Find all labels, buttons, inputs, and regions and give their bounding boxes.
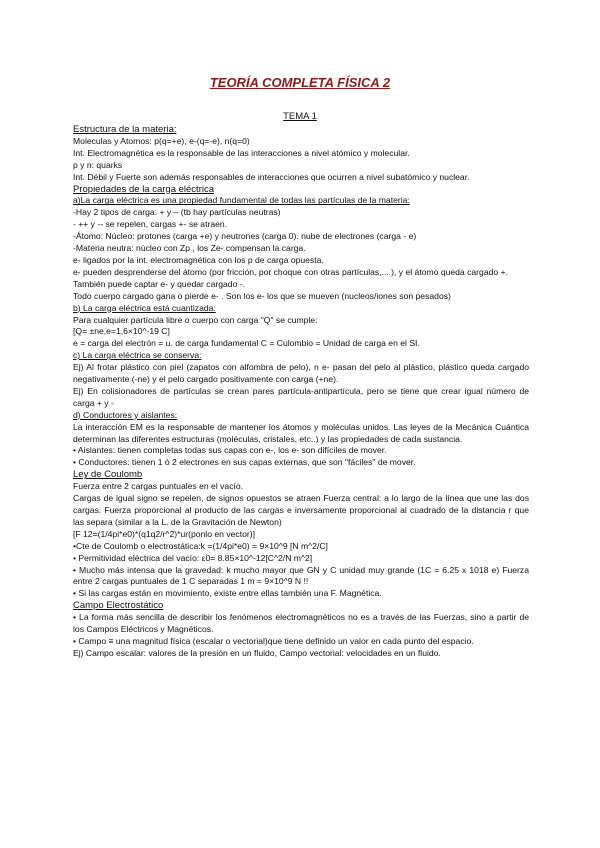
- text-line: También puede captar e- y quedar cargado -.: [73, 278, 245, 289]
- text-line: e- ligados por la int. electromagnética con los p de carga opuesta.: [73, 254, 324, 265]
- text-line: Ej) En colisionadores de partículas se crean pares partícula-antipartícula, pero se tiene que crear igual número de carga + y -: [73, 385, 529, 408]
- text-line: Moleculas y Atomos: p(q=+e), e-(q=-e), n(q=0): [73, 135, 250, 146]
- text-line: Todo cuerpo cargado gana o pierde e- . Son los e- los que se mueven (nucleos/iones son pesados): [73, 290, 451, 301]
- section-heading: Propiedades de la carga eléctrica: [73, 183, 215, 195]
- section-heading: Ley de Coulomb: [73, 469, 143, 481]
- text-line: Cargas de igual signo se repelen, de signos opuestos se atraen Fuerza central: a lo largo de la línea que une las dos cargas. Fuerza proporcional al producto de las cargas e inversamente proporcional al cuadrado de la distancia r que las separa (similar a la L. de la Gravitación de Newton): [73, 493, 529, 527]
- section-label: TEMA 1: [283, 111, 317, 122]
- text-line: • Conductores: tienen 1 ó 2 electrones en sus capas externas, que son "fáciles" de mover.: [73, 457, 416, 468]
- text-line: La interacción EM es la responsable de mantener los átomos y moléculas unidos. Las leyes de la Mecánica Cuántica determinan las diferentes estructuras (moléculas, cristales, etc..) y las propiedades de cada sustancia.: [73, 421, 529, 444]
- text-line: Ej) Campo escalar: valores de la presión en un fluido, Campo vectorial: velocidades en un fluido.: [73, 647, 441, 658]
- text-line: • Aislantes: tienen completas todas sus capas con e-, los e- son difíciles de mover.: [73, 445, 387, 456]
- text-line: -Materia neutra: núcleo con Zp , los Ze- compensan la carga.: [73, 243, 306, 254]
- text-line: -Hay 2 tipos de carga: + y – (tb hay partículas neutras): [73, 207, 281, 218]
- section-heading: Estructura de la materia:: [73, 124, 177, 135]
- subsection-heading: a)La carga eléctrica es una propiedad fundamental de todas las partículas de la materia:: [73, 195, 410, 206]
- text-line: Int. Débil y Fuerte son además responsables de interacciones que ocurren a nivel subatómico y nuclear.: [73, 171, 470, 182]
- text-line: • Si las cargas están en movimiento, existe entre ellas también una F. Magnética.: [73, 588, 382, 599]
- text-line: p y n: quarks: [73, 159, 123, 170]
- subsection-heading: b) La carga eléctrica está cuantizada:: [73, 302, 216, 313]
- section-heading: Campo Electrostático: [73, 600, 164, 612]
- text-line: • Permitividad eléctrica del vacío: ε0= 8.85×10^-12[C^2/N m^2]: [73, 552, 313, 563]
- text-line: [Q= ±ne,e=1,6×10^-19 C]: [73, 326, 170, 337]
- text-line: Ej) Al frotar plástico con piel (zapatos con alfombra de pelo), n e- pasan del pelo al plástico, plástico queda cargado negativamente (-ne) y el pelo cargado positivamente con carga (+ne).: [73, 362, 529, 385]
- text-line: Para cualquier partícula libre o cuerpo con carga "Q" se cumple:: [73, 314, 318, 325]
- document-body: [73, 124, 529, 660]
- text-line: [F 12=(1/4pi*e0)*(q1q2/r^2)*ur(ponlo en vector)]: [73, 528, 255, 539]
- text-line: - ++ y -- se repelen, cargas +- se atraen.: [73, 219, 228, 230]
- text-line: e = carga del electrón = u. de carga fundamental C = Culombio = Unidad de carga en el SI.: [73, 338, 420, 349]
- text-line: -Átomo: Núcleo: protones (carga +e) y neutrones (carga 0). nube de electrones (carga - e): [73, 231, 417, 242]
- text-line: • La forma más sencilla de describir los fenómenos electromagnéticos no es a través de las Fuerzas, sino a partir de los Campos Eléctricos y Magnéticos.: [73, 612, 529, 635]
- text-line: Fuerza entre 2 cargas puntuales en el vacío.: [73, 481, 244, 492]
- text-line: e- pueden desprenderse del átomo (por fricción, por choque con otras partículas,... ), y el átomo queda cargado +.: [73, 266, 508, 277]
- text-line: • Mucho más intensa que la gravedad: k mucho mayor que GN y C unidad muy grande (1C = 6.25 x 1018 e) Fuerza entre 2 cargas puntuales de 1 C separadas 1 m = 9×10^9 N !!: [73, 564, 529, 587]
- text-line: • Campo ≡ una magnitud física (escalar o vectorial)que tiene definido un valor en cada punto del espacio.: [73, 635, 474, 646]
- text-line: •Cte de Coulomb o electrostática:k =(1/4pi*e0) = 9×10^9 [N m^2/C]: [73, 540, 328, 551]
- subsection-heading: d) Conductores y aislantes:: [73, 409, 178, 420]
- subsection-heading: c) La carga eléctrica se conserva:: [73, 350, 202, 361]
- text-line: Int. Electromagnética es la responsable de las interacciones a nivel atómico y molecular.: [73, 147, 410, 158]
- document-title: TEORÍA COMPLETA FÍSICA 2: [209, 75, 391, 90]
